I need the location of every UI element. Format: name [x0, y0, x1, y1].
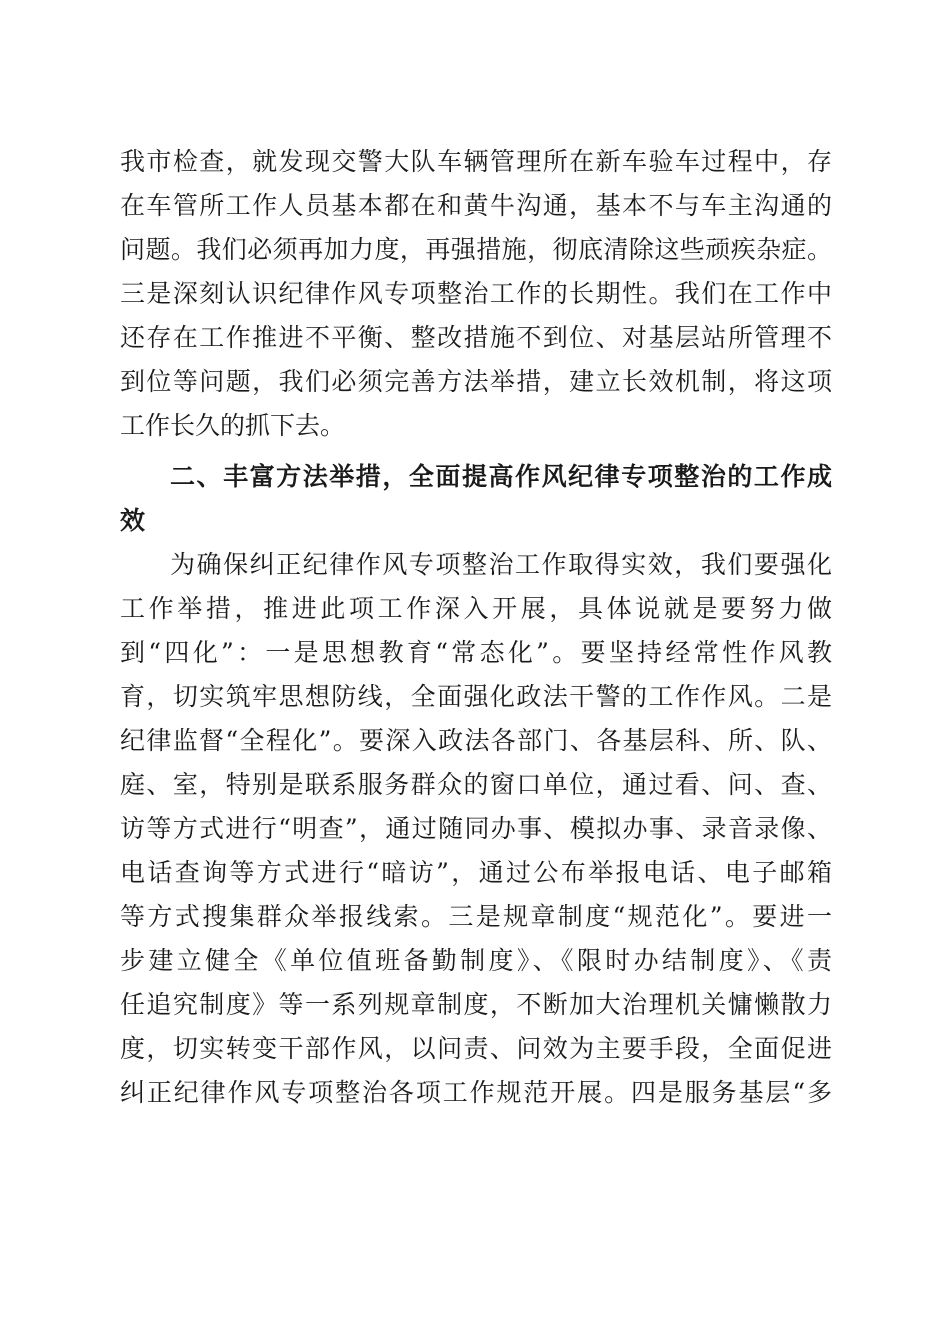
text-line-6: 到位等问题，我们必须完善方法举措，建立长效机制，将这项: [120, 367, 832, 396]
body-line-1: 为确保纠正纪律作风专项整治工作取得实效，我们要强化: [170, 550, 832, 579]
text-line-5: 还存在工作推进不平衡、整改措施不到位、对基层站所管理不: [120, 323, 832, 352]
body-line-4: 育，切实筑牢思想防线，全面强化政法干警的工作作风。二是: [120, 682, 832, 711]
text-line-3: 问题。我们必须再加力度，再强措施，彻底清除这些顽疾杂症。: [120, 235, 832, 264]
body-line-13: 纠正纪律作风专项整治各项工作规范开展。四是服务基层“多: [120, 1078, 832, 1107]
body-line-8: 电话查询等方式进行“暗访”，通过公布举报电话、电子邮箱: [120, 858, 832, 887]
body-line-2: 工作举措，推进此项工作深入开展，具体说就是要努力做: [120, 594, 832, 623]
body-line-5: 纪律监督“全程化”。要深入政法各部门、各基层科、所、队、: [120, 726, 832, 755]
body-line-11: 任追究制度》等一系列规章制度，不断加大治理机关慵懒散力: [120, 990, 832, 1019]
body-line-10: 步建立健全《单位值班备勤制度》、《限时办结制度》、《责: [120, 946, 832, 975]
text-line-7: 工作长久的抓下去。: [120, 411, 346, 440]
section-heading-line-1: 二、丰富方法举措，全面提高作风纪律专项整治的工作成: [170, 462, 832, 491]
body-line-3: 到“四化”：一是思想教育“常态化”。要坚持经常性作风教: [120, 638, 832, 667]
text-line-2: 在车管所工作人员基本都在和黄牛沟通，基本不与车主沟通的: [120, 191, 832, 220]
body-line-6: 庭、室，特别是联系服务群众的窗口单位，通过看、问、查、: [120, 770, 832, 799]
text-line-4: 三是深刻认识纪律作风专项整治工作的长期性。我们在工作中: [120, 279, 832, 308]
body-line-9: 等方式搜集群众举报线索。三是规章制度“规范化”。要进一: [120, 902, 832, 931]
section-heading-line-2: 效: [120, 506, 146, 535]
text-line-1: 我市检查，就发现交警大队车辆管理所在新车验车过程中，存: [120, 147, 832, 176]
body-line-12: 度，切实转变干部作风，以问责、问效为主要手段，全面促进: [120, 1034, 832, 1063]
body-line-7: 访等方式进行“明查”，通过随同办事、模拟办事、录音录像、: [120, 814, 832, 843]
